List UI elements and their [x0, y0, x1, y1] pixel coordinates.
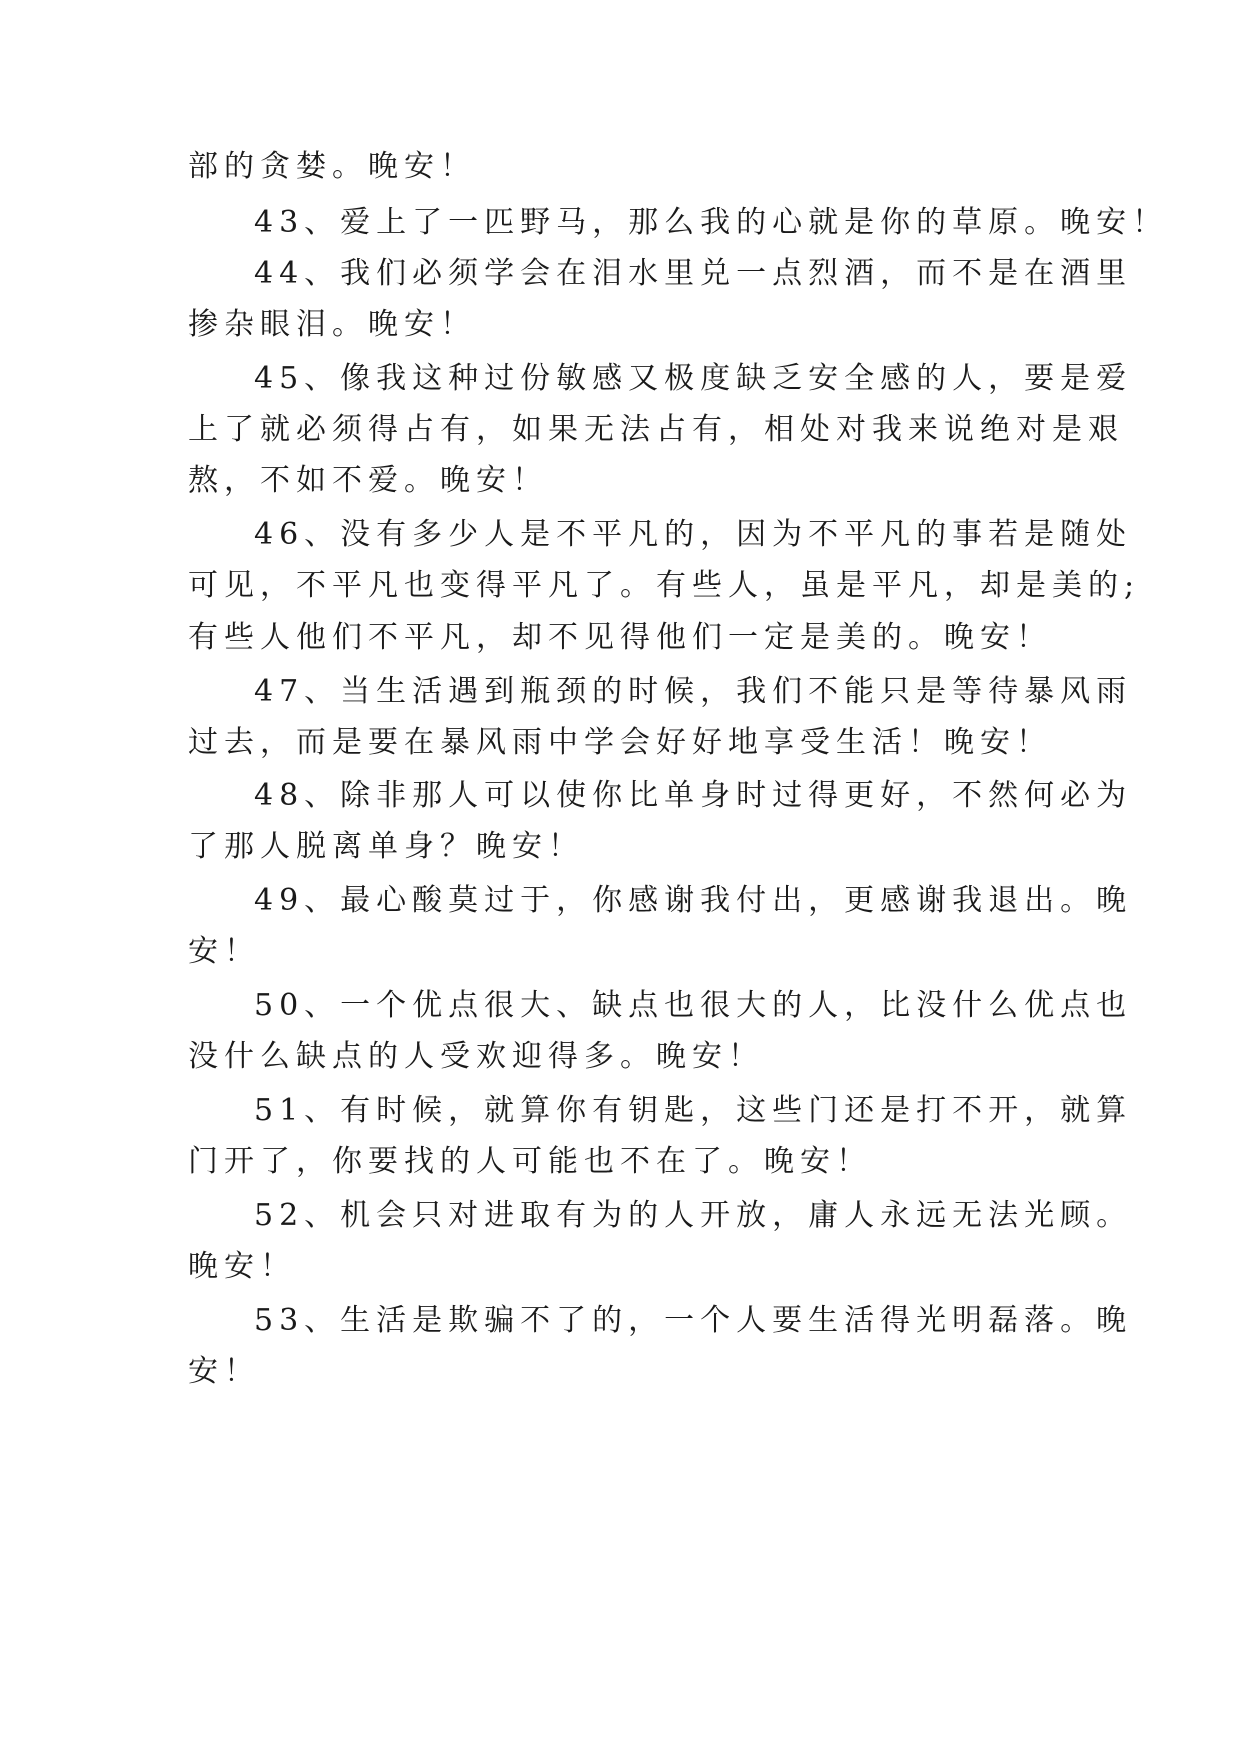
text-line: 45、像我这种过份敏感又极度缺乏安全感的人，要是爱	[254, 361, 1133, 396]
text-line: 了那人脱离单身？晚安！	[188, 829, 584, 864]
text-line: 没什么缺点的人受欢迎得多。晚安！	[188, 1039, 764, 1074]
text-line: 熬，不如不爱。晚安！	[188, 463, 548, 498]
text-line: 部的贪婪。晚安！	[188, 149, 476, 184]
text-line: 安！	[188, 1354, 260, 1389]
text-line: 掺杂眼泪。晚安！	[188, 307, 476, 342]
text-line: 可见，不平凡也变得平凡了。有些人，虽是平凡，却是美的;	[188, 568, 1141, 603]
text-line: 47、当生活遇到瓶颈的时候，我们不能只是等待暴风雨	[254, 674, 1133, 709]
text-line: 46、没有多少人是不平凡的，因为不平凡的事若是随处	[254, 517, 1133, 552]
text-line: 50、一个优点很大、缺点也很大的人，比没什么优点也	[254, 988, 1133, 1023]
text-line: 门开了，你要找的人可能也不在了。晚安！	[188, 1144, 872, 1179]
text-line: 49、最心酸莫过于，你感谢我付出，更感谢我退出。晚	[254, 883, 1133, 918]
text-line: 51、有时候，就算你有钥匙，这些门还是打不开，就算	[254, 1093, 1133, 1128]
text-line: 43、爱上了一匹野马，那么我的心就是你的草原。晚安！	[254, 205, 1169, 240]
text-line: 安！	[188, 934, 260, 969]
text-line: 晚安！	[188, 1249, 296, 1284]
text-line: 44、我们必须学会在泪水里兑一点烈酒，而不是在酒里	[254, 256, 1133, 291]
text-line: 52、机会只对进取有为的人开放，庸人永远无法光顾。	[254, 1198, 1133, 1233]
text-line: 48、除非那人可以使你比单身时过得更好，不然何必为	[254, 778, 1133, 813]
text-line: 有些人他们不平凡，却不见得他们一定是美的。晚安！	[188, 620, 1052, 655]
text-line: 过去，而是要在暴风雨中学会好好地享受生活！晚安！	[188, 725, 1052, 760]
text-line: 上了就必须得占有，如果无法占有，相处对我来说绝对是艰	[188, 412, 1124, 447]
text-line: 53、生活是欺骗不了的，一个人要生活得光明磊落。晚	[254, 1303, 1133, 1338]
